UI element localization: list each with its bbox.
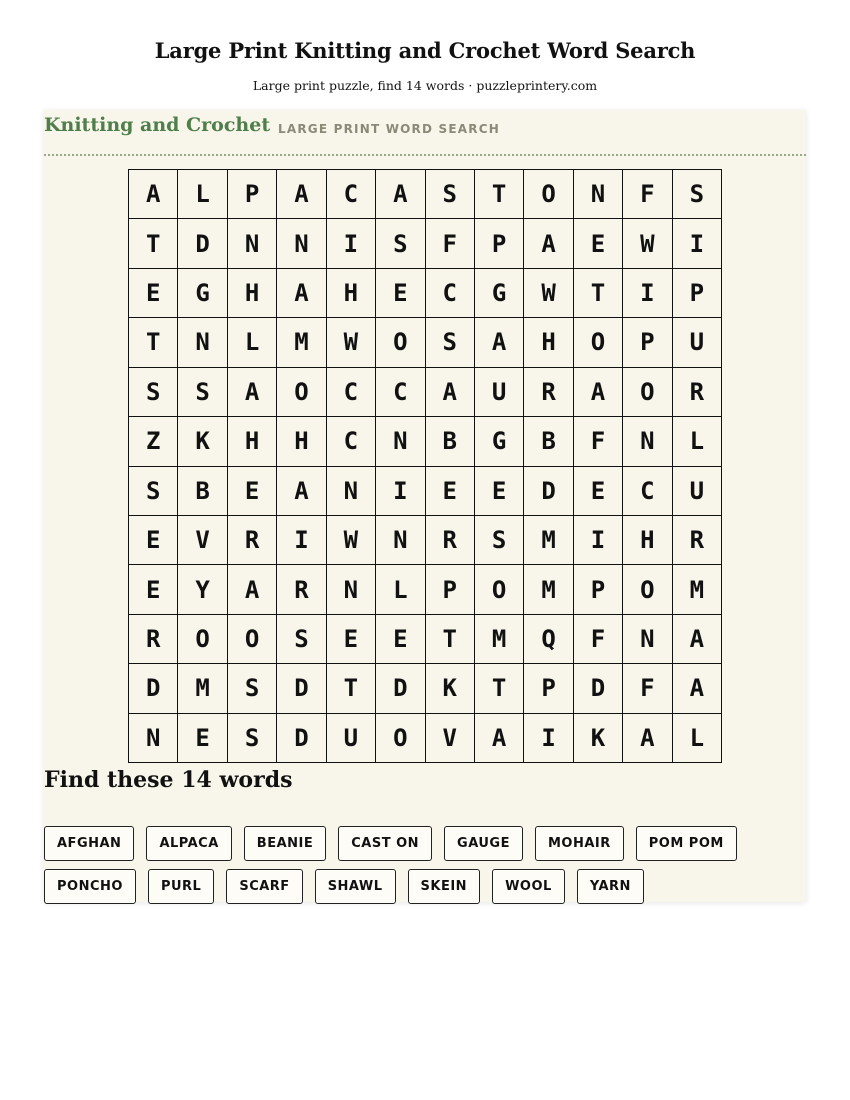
grid-cell[interactable]: A (623, 714, 672, 763)
word-chip[interactable]: GAUGE (444, 826, 523, 861)
grid-cell[interactable]: H (277, 417, 326, 466)
grid-cell[interactable]: M (475, 615, 524, 664)
grid-cell[interactable]: N (327, 467, 376, 516)
grid-cell[interactable]: L (228, 318, 277, 367)
grid-cell[interactable]: S (129, 467, 178, 516)
grid-cell[interactable]: W (524, 269, 573, 318)
word-chip[interactable]: SHAWL (315, 869, 396, 904)
grid-cell[interactable]: S (376, 219, 425, 268)
grid-cell[interactable]: K (574, 714, 623, 763)
grid-cell[interactable]: F (426, 219, 475, 268)
grid-cell[interactable]: B (524, 417, 573, 466)
grid-cell[interactable]: R (673, 368, 722, 417)
grid-cell[interactable]: D (129, 664, 178, 713)
grid-cell[interactable]: R (228, 516, 277, 565)
grid-cell[interactable]: A (277, 170, 326, 219)
grid-cell[interactable]: S (426, 318, 475, 367)
grid-cell[interactable]: T (129, 318, 178, 367)
grid-cell[interactable]: O (277, 368, 326, 417)
word-row (44, 826, 784, 861)
grid-cell[interactable]: K (178, 417, 227, 466)
grid-cell[interactable]: S (673, 170, 722, 219)
grid-cell[interactable]: C (327, 170, 376, 219)
grid-cell[interactable]: P (475, 219, 524, 268)
grid-cell[interactable]: E (228, 467, 277, 516)
word-chip[interactable]: SCARF (226, 869, 302, 904)
grid-cell[interactable]: R (426, 516, 475, 565)
grid-cell[interactable]: E (376, 615, 425, 664)
grid-cell[interactable]: Y (178, 565, 227, 614)
grid-cell[interactable]: N (178, 318, 227, 367)
grid-cell[interactable]: I (574, 516, 623, 565)
grid-cell[interactable]: A (129, 170, 178, 219)
grid-cell[interactable]: N (623, 615, 672, 664)
grid-cell[interactable]: R (524, 368, 573, 417)
puzzle-header (44, 110, 806, 156)
word-chip[interactable]: PONCHO (44, 869, 136, 904)
grid-cell[interactable]: I (524, 714, 573, 763)
grid-cell[interactable]: F (574, 417, 623, 466)
grid-cell[interactable]: G (475, 269, 524, 318)
grid-cell[interactable]: P (574, 565, 623, 614)
grid-cell[interactable]: U (475, 368, 524, 417)
grid-cell[interactable]: A (228, 368, 277, 417)
grid-cell[interactable]: A (524, 219, 573, 268)
grid-cell[interactable]: H (228, 269, 277, 318)
grid-cell[interactable]: N (623, 417, 672, 466)
grid-cell[interactable]: S (228, 664, 277, 713)
grid-cell[interactable]: D (277, 664, 326, 713)
grid-cell[interactable]: D (524, 467, 573, 516)
grid-cell[interactable]: O (475, 565, 524, 614)
grid-cell[interactable]: L (376, 565, 425, 614)
puzzle-tag: LARGE PRINT WORD SEARCH (278, 122, 500, 136)
grid-cell[interactable]: O (574, 318, 623, 367)
grid-cell[interactable]: D (277, 714, 326, 763)
grid-cell[interactable]: T (475, 170, 524, 219)
grid-cell[interactable]: A (673, 615, 722, 664)
grid-cell[interactable]: A (376, 170, 425, 219)
word-chip[interactable]: SKEIN (408, 869, 481, 904)
grid-cell[interactable]: C (327, 368, 376, 417)
page-subtitle: Large print puzzle, find 14 words · puzzleprintery.com (252, 78, 598, 93)
grid-cell[interactable]: E (129, 516, 178, 565)
grid-cell[interactable]: A (673, 664, 722, 713)
grid-cell[interactable]: F (623, 170, 672, 219)
grid-cell[interactable]: C (623, 467, 672, 516)
grid-cell[interactable]: R (673, 516, 722, 565)
grid-cell[interactable]: V (426, 714, 475, 763)
grid-cell[interactable]: O (376, 714, 425, 763)
grid-cell[interactable]: W (623, 219, 672, 268)
grid-cell[interactable]: A (574, 368, 623, 417)
puzzle-title: Knitting and Crochet (44, 114, 271, 136)
grid-cell[interactable]: A (277, 467, 326, 516)
grid-cell[interactable]: U (673, 467, 722, 516)
grid-cell[interactable]: G (178, 269, 227, 318)
word-chip[interactable]: MOHAIR (535, 826, 624, 861)
word-row (44, 869, 784, 904)
grid-cell[interactable]: H (327, 269, 376, 318)
grid-cell[interactable]: C (327, 417, 376, 466)
grid-cell[interactable]: E (426, 467, 475, 516)
grid-cell[interactable]: B (178, 467, 227, 516)
grid-cell[interactable]: O (524, 170, 573, 219)
grid-cell[interactable]: T (426, 615, 475, 664)
grid-cell[interactable]: U (673, 318, 722, 367)
page-title: Large Print Knitting and Crochet Word Search (154, 38, 696, 63)
grid-cell[interactable]: N (277, 219, 326, 268)
grid-cell[interactable]: W (327, 516, 376, 565)
grid-cell[interactable]: U (327, 714, 376, 763)
grid-cell[interactable]: L (673, 714, 722, 763)
grid-cell[interactable]: I (327, 219, 376, 268)
grid-cell[interactable]: T (129, 219, 178, 268)
grid-cell[interactable]: E (178, 714, 227, 763)
grid-cell[interactable]: P (623, 318, 672, 367)
grid-cell[interactable]: P (673, 269, 722, 318)
grid-cell[interactable]: O (376, 318, 425, 367)
word-chip[interactable]: YARN (577, 869, 644, 904)
word-list-heading: Find these 14 words (44, 767, 293, 793)
grid-cell[interactable]: A (426, 368, 475, 417)
word-chip[interactable]: BEANIE (244, 826, 326, 861)
grid-cell[interactable]: O (178, 615, 227, 664)
grid-cell[interactable]: M (524, 516, 573, 565)
grid-cell[interactable]: O (623, 565, 672, 614)
grid-cell[interactable]: N (574, 170, 623, 219)
letter-grid (128, 169, 722, 763)
grid-cell[interactable]: E (327, 615, 376, 664)
grid-cell[interactable]: H (524, 318, 573, 367)
grid-cell[interactable]: P (228, 170, 277, 219)
word-chip[interactable]: AFGHAN (44, 826, 134, 861)
grid-cell[interactable]: H (228, 417, 277, 466)
grid-cell[interactable]: E (129, 565, 178, 614)
grid-cell[interactable]: N (228, 219, 277, 268)
grid-cell[interactable]: I (376, 467, 425, 516)
grid-cell[interactable]: S (426, 170, 475, 219)
grid-cell[interactable]: T (475, 664, 524, 713)
grid-cell[interactable]: S (129, 368, 178, 417)
grid-cell[interactable]: R (129, 615, 178, 664)
grid-cell[interactable]: G (475, 417, 524, 466)
grid-cell[interactable]: I (623, 269, 672, 318)
grid-cell[interactable]: E (129, 269, 178, 318)
grid-cell[interactable]: M (178, 664, 227, 713)
word-chip[interactable]: PURL (148, 869, 214, 904)
grid-cell[interactable]: M (524, 565, 573, 614)
grid-cell[interactable]: P (426, 565, 475, 614)
grid-cell[interactable]: S (475, 516, 524, 565)
word-chip[interactable]: ALPACA (146, 826, 231, 861)
grid-cell[interactable]: E (574, 219, 623, 268)
grid-cell[interactable]: T (327, 664, 376, 713)
grid-cell[interactable]: A (475, 714, 524, 763)
grid-cell[interactable]: W (327, 318, 376, 367)
grid-cell[interactable]: D (178, 219, 227, 268)
grid-cell[interactable]: V (178, 516, 227, 565)
grid-cell[interactable]: D (574, 664, 623, 713)
grid-cell[interactable]: B (426, 417, 475, 466)
grid-cell[interactable]: L (673, 417, 722, 466)
word-list (44, 826, 784, 912)
grid-cell[interactable]: A (228, 565, 277, 614)
grid-cell[interactable]: F (623, 664, 672, 713)
grid-cell[interactable]: A (475, 318, 524, 367)
grid-cell[interactable]: E (475, 467, 524, 516)
grid-cell[interactable]: Q (524, 615, 573, 664)
grid-cell[interactable]: I (673, 219, 722, 268)
grid-cell[interactable]: N (376, 417, 425, 466)
grid-cell[interactable]: N (129, 714, 178, 763)
word-chip[interactable]: CAST ON (338, 826, 432, 861)
grid-cell[interactable]: C (426, 269, 475, 318)
grid-cell[interactable]: Z (129, 417, 178, 466)
grid-cell[interactable]: S (178, 368, 227, 417)
grid-cell[interactable]: O (228, 615, 277, 664)
grid-cell[interactable]: E (376, 269, 425, 318)
word-chip[interactable]: POM POM (636, 826, 737, 861)
grid-cell[interactable]: F (574, 615, 623, 664)
grid-cell[interactable]: D (376, 664, 425, 713)
grid-cell[interactable]: H (623, 516, 672, 565)
grid-cell[interactable]: R (277, 565, 326, 614)
grid-cell[interactable]: S (228, 714, 277, 763)
grid-cell[interactable]: N (376, 516, 425, 565)
puzzle-panel (44, 110, 806, 902)
grid-cell[interactable]: P (524, 664, 573, 713)
grid-cell[interactable]: L (178, 170, 227, 219)
grid-cell[interactable]: M (673, 565, 722, 614)
grid-cell[interactable]: A (277, 269, 326, 318)
word-chip[interactable]: WOOL (492, 869, 565, 904)
grid-cell[interactable]: C (376, 368, 425, 417)
grid-cell[interactable]: M (277, 318, 326, 367)
grid-cell[interactable]: O (623, 368, 672, 417)
grid-cell[interactable]: I (277, 516, 326, 565)
grid-cell[interactable]: T (574, 269, 623, 318)
grid-cell[interactable]: K (426, 664, 475, 713)
grid-cell[interactable]: E (574, 467, 623, 516)
grid-cell[interactable]: S (277, 615, 326, 664)
grid-cell[interactable]: N (327, 565, 376, 614)
